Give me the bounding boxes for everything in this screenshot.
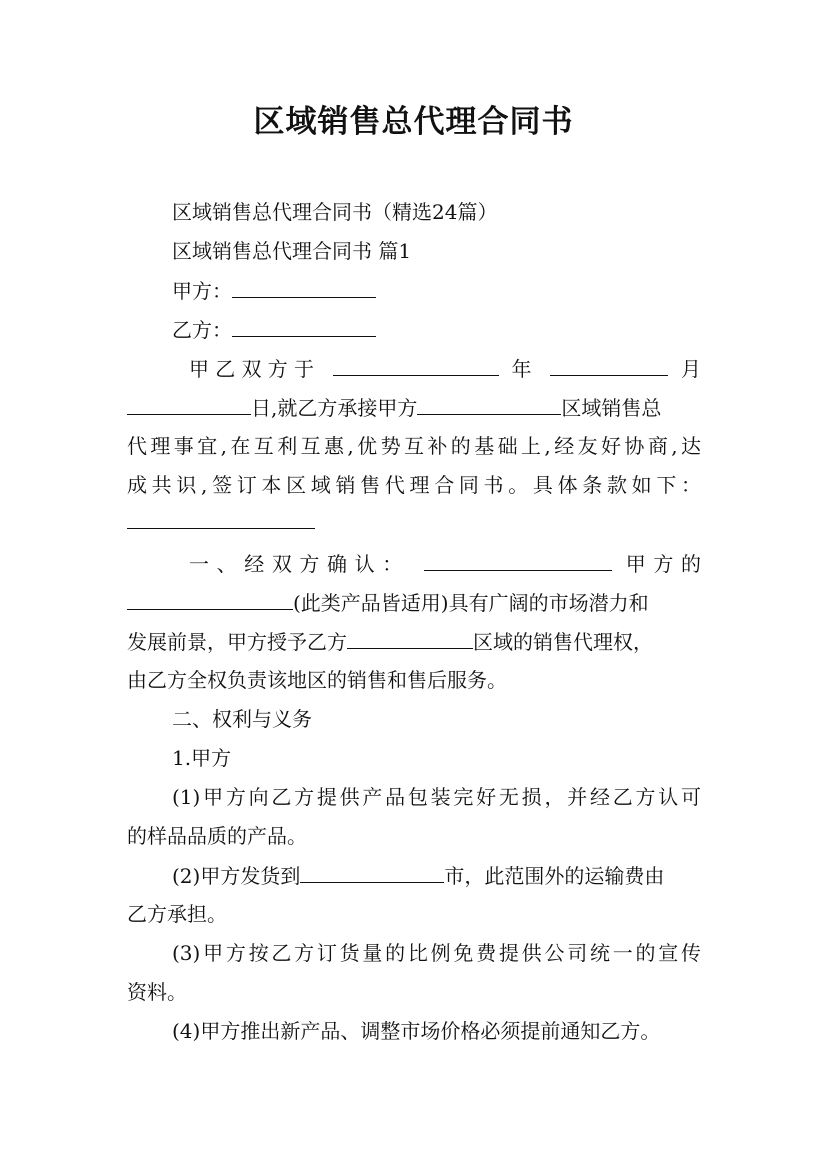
clause1-product-blank bbox=[127, 589, 293, 610]
party-a-line bbox=[172, 277, 701, 303]
intro-trailing-blank bbox=[127, 528, 315, 529]
clause1-text-1a: 一、经双方确认： bbox=[189, 552, 410, 576]
item-2-line-1 bbox=[172, 862, 701, 888]
section-2-heading: 二、权利与义务 bbox=[172, 707, 312, 731]
item-4-line-1: (4)甲方推出新产品、调整市场价格必须提前通知乙方。 bbox=[172, 1019, 661, 1043]
intro-line-1 bbox=[189, 355, 701, 381]
intro-date-blank-1 bbox=[333, 355, 499, 376]
chapter-heading: 区域销售总代理合同书 篇1 bbox=[172, 239, 412, 263]
intro-line-2 bbox=[127, 394, 701, 420]
clause1-text-3a: 发展前景，甲方授予乙方 bbox=[127, 630, 347, 654]
clause1-line-3 bbox=[127, 628, 701, 654]
item-1-line-1: (1)甲方向乙方提供产品包装完好无损，并经乙方认可 bbox=[172, 785, 701, 809]
subsection-1-heading: 1.甲方 bbox=[172, 746, 232, 770]
clause1-line-4: 由乙方全权负责该地区的销售和售后服务。 bbox=[127, 668, 507, 692]
clause1-region-blank bbox=[347, 628, 473, 649]
item-2-line-2: 乙方承担。 bbox=[127, 902, 227, 926]
intro-text-2a: 日,就乙方承接甲方 bbox=[251, 396, 418, 420]
party-b-blank bbox=[232, 316, 376, 337]
item-3-line-2: 资料。 bbox=[127, 980, 187, 1004]
intro-date-blank-2 bbox=[550, 355, 668, 376]
intro-line-3: 代理事宜,在互利互惠,优势互补的基础上,经友好协商,达 bbox=[127, 434, 701, 458]
intro-text-1a: 甲乙双方于 bbox=[189, 357, 321, 381]
clause1-text-3b: 区域的销售代理权， bbox=[473, 630, 653, 654]
clause1-text-1b: 甲方的 bbox=[625, 552, 701, 576]
clause1-line-1 bbox=[189, 550, 701, 576]
item-2-text-b: 市，此范围外的运输费由 bbox=[444, 864, 665, 888]
document-title: 区域销售总代理合同书 bbox=[253, 104, 574, 140]
intro-line-4: 成共识,签订本区域销售代理合同书。具体条款如下： bbox=[127, 473, 701, 497]
clause1-confirm-blank bbox=[424, 550, 612, 571]
intro-text-1b: 年 bbox=[511, 357, 538, 381]
party-a-blank bbox=[232, 277, 376, 298]
party-b-label: 乙方： bbox=[172, 318, 232, 342]
intro-text-1c: 月 bbox=[681, 357, 701, 381]
item-1-line-2: 的样品品质的产品。 bbox=[127, 824, 307, 848]
party-a-label: 甲方： bbox=[172, 279, 232, 303]
intro-text-2b: 区域销售总 bbox=[561, 396, 662, 420]
clause1-text-2b: (此类产品皆适用)具有广阔的市场潜力和 bbox=[293, 591, 649, 615]
intro-date-blank-3 bbox=[127, 394, 251, 415]
item-2-text-a: (2)甲方发货到 bbox=[172, 864, 301, 888]
document-subtitle: 区域销售总代理合同书（精选24篇） bbox=[172, 200, 498, 224]
item-3-line-1: (3)甲方按乙方订货量的比例免费提供公司统一的宣传 bbox=[172, 941, 701, 965]
intro-region-blank bbox=[417, 394, 561, 415]
party-b-line bbox=[172, 316, 701, 342]
clause1-line-2 bbox=[127, 589, 701, 615]
item-2-city-blank bbox=[300, 862, 444, 883]
